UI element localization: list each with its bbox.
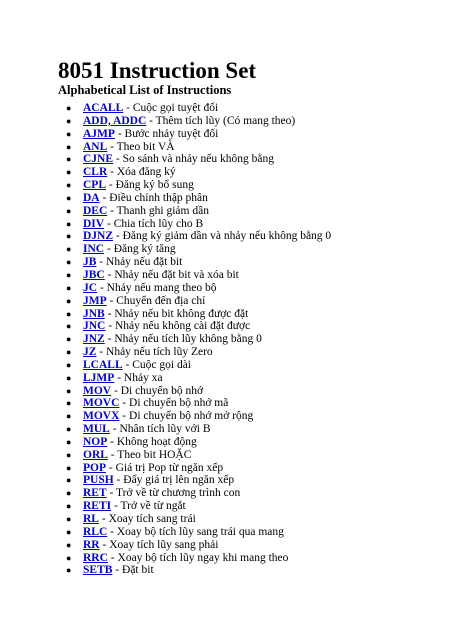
instruction-description: Nhảy xa <box>123 371 163 384</box>
list-item <box>60 166 331 179</box>
instruction-link[interactable]: SETB <box>83 564 113 577</box>
instruction-description: Xoay tích lũy sang phải <box>109 538 219 551</box>
bullet-icon: ● <box>66 398 72 409</box>
bullet-icon: ● <box>66 334 72 345</box>
instruction-link[interactable]: JBC <box>83 268 105 281</box>
bullet-icon: ● <box>66 115 72 126</box>
list-item <box>60 179 331 192</box>
separator: - <box>114 127 125 140</box>
instruction-link[interactable]: RET <box>83 487 107 500</box>
instruction-description: Nhân tích lũy với B <box>119 423 211 436</box>
instruction-description: Nhảy nếu tích lũy Zero <box>106 346 213 359</box>
page-title: 8051 Instruction Set <box>58 58 257 83</box>
list-item <box>60 205 331 218</box>
instruction-link[interactable]: ADD, ADDC <box>83 114 147 127</box>
instruction-link[interactable]: RR <box>83 538 100 551</box>
instruction-link[interactable]: CPL <box>83 179 106 192</box>
instruction-description: Thanh ghi giảm dần <box>116 204 209 217</box>
list-item <box>60 269 331 282</box>
separator: - <box>107 525 117 538</box>
bullet-icon: ● <box>66 424 72 435</box>
separator: - <box>106 487 117 500</box>
instruction-description: Không hoạt động <box>116 435 197 448</box>
instruction-description: Chuyển đến địa chỉ <box>116 294 206 307</box>
bullet-icon: ● <box>66 552 72 563</box>
list-item <box>60 359 331 372</box>
instruction-link[interactable]: CLR <box>83 166 108 179</box>
instruction-description: Chia tích lũy cho B <box>113 217 204 230</box>
instruction-link[interactable]: JB <box>83 256 97 269</box>
bullet-icon: ● <box>66 449 72 460</box>
bullet-icon: ● <box>66 218 72 229</box>
bullet-icon: ● <box>66 436 72 447</box>
bullet-icon: ● <box>66 462 72 473</box>
instruction-link[interactable]: RL <box>83 513 99 525</box>
bullet-icon: ● <box>66 411 72 422</box>
separator: - <box>113 153 123 166</box>
instruction-link[interactable]: DIV <box>83 217 105 230</box>
list-item <box>60 513 331 526</box>
bullet-icon: ● <box>66 192 72 203</box>
bullet-icon: ● <box>66 257 72 268</box>
bullet-icon: ● <box>66 141 72 152</box>
bullet-icon: ● <box>66 565 72 576</box>
separator: - <box>113 474 124 487</box>
bullet-icon: ● <box>66 526 72 537</box>
instruction-description: Đăng ký bổ sung <box>115 179 194 192</box>
separator: - <box>96 256 107 269</box>
list-item <box>60 462 331 475</box>
instruction-link[interactable]: JMP <box>83 294 107 307</box>
instruction-link[interactable]: NOP <box>83 435 108 448</box>
instruction-description: Trở về từ chương trình con <box>116 487 241 500</box>
instruction-link[interactable]: MOV <box>83 384 112 397</box>
bullet-icon: ● <box>66 501 72 512</box>
instruction-description: Đẩy giá trị lên ngăn xếp <box>123 474 235 487</box>
instruction-description: Đăng ký giảm dần và nhảy nếu không bằng 0 <box>122 230 332 243</box>
separator: - <box>122 358 133 371</box>
separator: - <box>104 217 114 230</box>
list-item <box>60 487 331 500</box>
bullet-icon: ● <box>66 269 72 280</box>
instruction-link[interactable]: DEC <box>83 204 108 217</box>
separator: - <box>119 397 130 410</box>
separator: - <box>111 384 121 397</box>
separator: - <box>104 268 115 281</box>
instruction-description: Nhảy nếu đặt bit <box>106 256 183 269</box>
instruction-link[interactable]: MOVX <box>83 410 120 423</box>
instruction-description: Đăng ký tăng <box>113 243 176 256</box>
bullet-icon: ● <box>66 167 72 178</box>
instruction-link[interactable]: MOVC <box>83 397 120 410</box>
instruction-link[interactable]: DA <box>83 191 100 204</box>
separator: - <box>107 140 117 153</box>
instruction-description: Nhảy nếu bit không được đặt <box>114 307 249 320</box>
instruction-link[interactable]: RLC <box>83 525 108 538</box>
instruction-link[interactable]: LJMP <box>83 371 115 384</box>
instruction-description: Nhảy nếu đặt bit và xóa bit <box>114 268 239 281</box>
list-item <box>60 115 331 128</box>
bullet-icon: ● <box>66 514 72 524</box>
separator: - <box>107 435 117 448</box>
instruction-description: Thêm tích lũy (Có mang theo) <box>155 114 296 127</box>
instruction-description: Xoay bộ tích lũy sang trái qua mang <box>116 525 284 538</box>
list-item <box>60 192 331 205</box>
list-item <box>60 128 331 141</box>
separator: - <box>96 346 107 359</box>
list-item <box>60 500 331 513</box>
list-item <box>60 539 331 552</box>
instruction-description: Bước nhảy tuyệt đối <box>124 127 219 140</box>
bullet-icon: ● <box>66 103 72 113</box>
instruction-description: Trở về từ ngắt <box>120 500 186 513</box>
bullet-icon: ● <box>66 308 72 319</box>
list-item <box>60 423 331 436</box>
instruction-link[interactable]: JNB <box>83 307 105 320</box>
instruction-link[interactable]: ACALL <box>83 102 124 114</box>
list-item <box>60 218 331 231</box>
instruction-description: Di chuyển bộ nhớ <box>120 384 204 397</box>
bullet-icon: ● <box>66 475 72 486</box>
separator: - <box>107 166 117 179</box>
instruction-description: Đặt bit <box>122 564 154 577</box>
separator: - <box>107 448 118 461</box>
bullet-icon: ● <box>66 372 72 383</box>
list-item <box>60 256 331 269</box>
separator: - <box>107 204 117 217</box>
list-item <box>60 295 331 308</box>
instruction-link[interactable]: PUSH <box>83 474 114 487</box>
list-item <box>60 308 331 321</box>
bullet-icon: ● <box>66 154 72 165</box>
bullet-icon: ● <box>66 128 72 139</box>
list-item <box>60 397 331 410</box>
separator: - <box>119 410 130 423</box>
instruction-description: Theo bit VÀ <box>116 140 175 153</box>
separator: - <box>106 461 116 474</box>
instruction-link[interactable]: POP <box>83 461 106 474</box>
instruction-link[interactable]: DJNZ <box>83 230 114 243</box>
instruction-description: Xóa đăng ký <box>116 166 176 179</box>
separator: - <box>105 320 115 333</box>
instruction-description: Giá trị Pop từ ngăn xếp <box>115 461 224 474</box>
instruction-link[interactable]: ANL <box>83 140 108 153</box>
separator: - <box>97 281 107 294</box>
separator: - <box>112 564 123 577</box>
instruction-link[interactable]: ORL <box>83 448 108 461</box>
separator: - <box>123 102 133 114</box>
list-item <box>60 333 331 346</box>
list-item <box>60 436 331 449</box>
separator: - <box>104 307 115 320</box>
instruction-list <box>60 102 331 577</box>
bullet-icon: ● <box>66 321 72 332</box>
bullet-icon: ● <box>66 231 72 242</box>
list-item <box>60 410 331 423</box>
instruction-link[interactable]: AJMP <box>83 127 115 140</box>
instruction-link[interactable]: MUL <box>83 423 110 436</box>
list-item <box>60 243 331 256</box>
separator: - <box>109 423 120 436</box>
separator: - <box>113 230 123 243</box>
bullet-icon: ● <box>66 244 72 255</box>
page-subtitle: Alphabetical List of Instructions <box>58 83 232 97</box>
list-item <box>60 449 331 462</box>
instruction-link[interactable]: RRC <box>83 551 108 564</box>
instruction-description: Di chuyển bộ nhớ mở rộng <box>129 410 254 423</box>
instruction-link[interactable]: JZ <box>83 346 97 359</box>
list-item <box>60 102 331 115</box>
bullet-icon: ● <box>66 205 72 216</box>
separator: - <box>106 179 116 192</box>
list-item <box>60 320 331 333</box>
separator: - <box>114 371 124 384</box>
instruction-description: Nhảy nếu tích lũy không bằng 0 <box>114 333 262 346</box>
list-item <box>60 552 331 565</box>
bullet-icon: ● <box>66 359 72 370</box>
list-item <box>60 282 331 295</box>
bullet-icon: ● <box>66 180 72 191</box>
bullet-icon: ● <box>66 282 72 293</box>
separator: - <box>99 538 110 551</box>
list-item <box>60 230 331 243</box>
list-item <box>60 346 331 359</box>
separator: - <box>99 191 110 204</box>
instruction-link[interactable]: LCALL <box>83 358 123 371</box>
separator: - <box>111 500 121 513</box>
list-item <box>60 474 331 487</box>
separator: - <box>107 551 118 564</box>
instruction-description: Theo bit HOẶC <box>117 448 192 461</box>
instruction-link[interactable]: CJNE <box>83 153 114 166</box>
instruction-description: Điều chỉnh thập phân <box>109 191 208 204</box>
bullet-icon: ● <box>66 347 72 358</box>
bullet-icon: ● <box>66 488 72 499</box>
separator: - <box>146 114 156 127</box>
separator: - <box>98 513 109 525</box>
list-item <box>60 153 331 166</box>
instruction-link[interactable]: RETI <box>83 500 112 513</box>
bullet-icon: ● <box>66 539 72 550</box>
instruction-description: Cuộc gọi dài <box>132 358 191 371</box>
instruction-link[interactable]: JNZ <box>83 333 105 346</box>
instruction-description: Nhảy nếu không cài đặt được <box>114 320 251 333</box>
instruction-link[interactable]: JC <box>83 281 98 294</box>
instruction-description: Xoay bộ tích lũy ngay khi mang theo <box>117 551 289 564</box>
instruction-link[interactable]: INC <box>83 243 105 256</box>
instruction-description: Cuộc gọi tuyệt đối <box>132 102 219 114</box>
list-item <box>60 385 331 398</box>
bullet-icon: ● <box>66 295 72 306</box>
separator: - <box>104 333 115 346</box>
list-item <box>60 141 331 154</box>
list-item <box>60 372 331 385</box>
list-item <box>60 526 331 539</box>
instruction-description: Di chuyển bộ nhớ mã <box>129 397 229 410</box>
separator: - <box>106 294 117 307</box>
instruction-description: Nhảy nếu mang theo bộ <box>106 281 217 294</box>
instruction-link[interactable]: JNC <box>83 320 106 333</box>
instruction-description: So sánh và nhảy nếu không bằng <box>122 153 275 166</box>
instruction-description: Xoay tích sang trái <box>108 513 196 525</box>
separator: - <box>104 243 114 256</box>
list-item <box>60 564 331 577</box>
bullet-icon: ● <box>66 385 72 396</box>
